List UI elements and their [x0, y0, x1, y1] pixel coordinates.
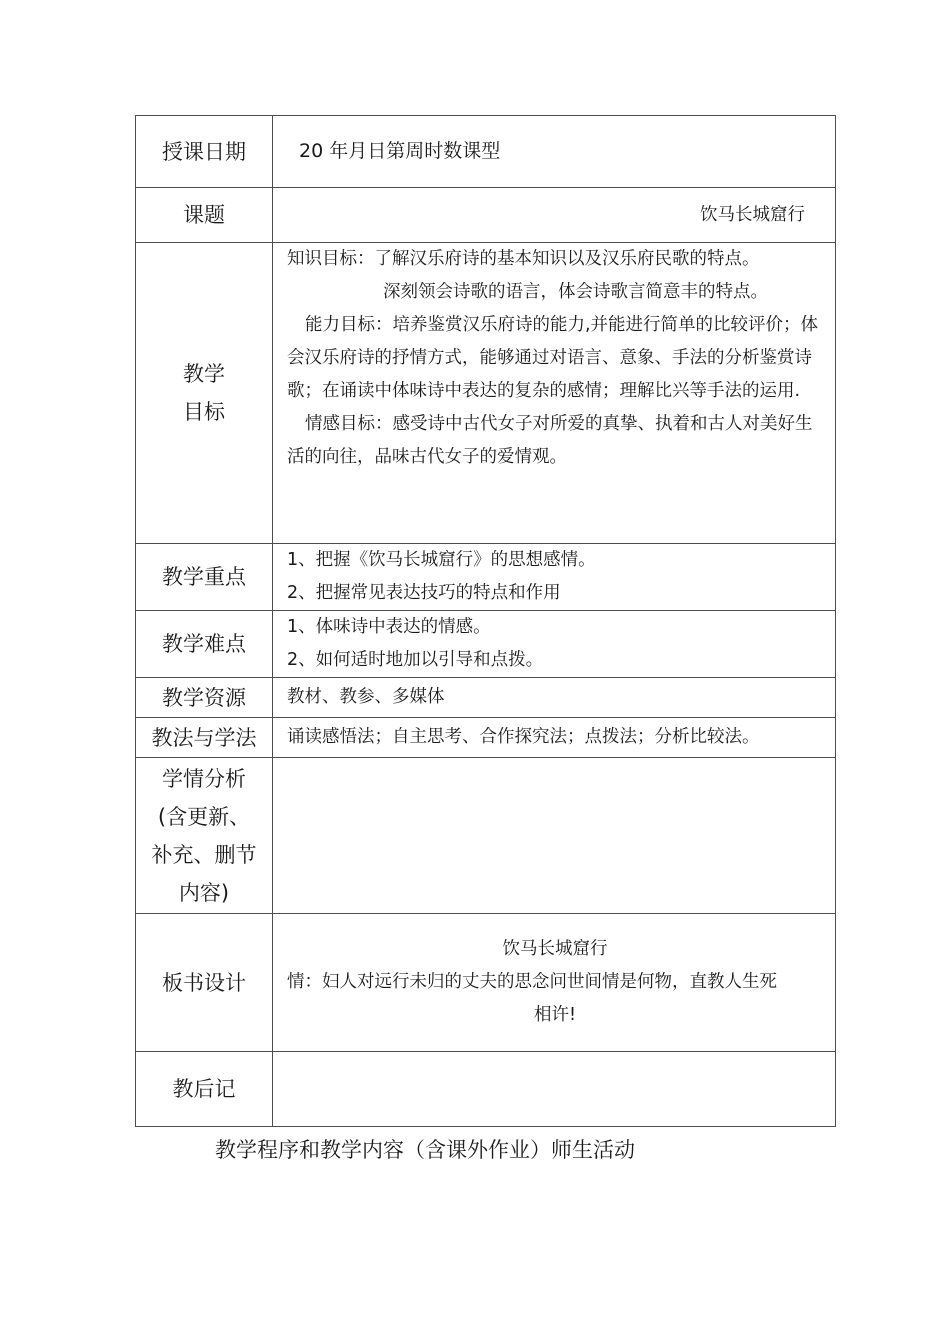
label-objectives-line1: 教学 [183, 362, 225, 386]
label-board: 板书设计 [136, 914, 273, 1052]
label-resources: 教学资源 [136, 678, 273, 718]
label-objectives [136, 243, 273, 544]
value-methods [273, 718, 836, 758]
value-date [273, 116, 836, 188]
objective-knowledge: 知识目标：了解汉乐府诗的基本知识以及汉乐府民歌的特点。 [287, 249, 760, 269]
label-topic: 课题 [136, 188, 273, 243]
label-analysis [136, 758, 273, 914]
footer-caption: 教学程序和教学内容（含课外作业）师生活动 [215, 1138, 635, 1162]
value-difficulties [273, 611, 836, 678]
value-resources [273, 678, 836, 718]
value-objectives [273, 243, 836, 544]
value-board [273, 914, 836, 1052]
objective-emotion: 情感目标：感受诗中古代女子对所爱的真挚、执着和古人对美好生活的向往，品味古代女子的爱情观。 [287, 414, 813, 467]
resources-text: 教材、教参、多媒体 [287, 687, 445, 707]
lesson-plan-table [135, 115, 836, 1127]
key-point-1: 1、把握《饮马长城窟行》的思想感情。 [287, 550, 596, 570]
value-key-points [273, 544, 836, 611]
board-line-2: 相许! [533, 1005, 576, 1025]
row-analysis [136, 758, 836, 914]
board-title: 饮马长城窟行 [502, 939, 608, 959]
label-analysis-line2: (含更新、 [157, 804, 251, 829]
board-line-1: 情：妇人对远行未归的丈夫的思念问世间情是何物，直教人生死 [287, 972, 777, 992]
topic-text: 饮马长城窟行 [700, 204, 805, 225]
key-point-2: 2、把握常见表达技巧的特点和作用 [287, 583, 561, 603]
label-reflection: 教后记 [136, 1052, 273, 1127]
row-difficulties [136, 611, 836, 678]
label-objectives-line2: 目标 [183, 400, 225, 424]
objective-knowledge-2: 深刻领会诗歌的语言，体会诗歌言简意丰的特点。 [383, 282, 768, 302]
row-topic [136, 188, 836, 243]
label-analysis-line4: 内容) [178, 880, 230, 905]
date-text: 20 年月日第周时数课型 [299, 140, 501, 162]
label-key-points: 教学重点 [136, 544, 273, 611]
row-reflection [136, 1052, 836, 1127]
value-topic [273, 188, 836, 243]
row-methods [136, 718, 836, 758]
row-key-points [136, 544, 836, 611]
value-reflection [273, 1052, 836, 1127]
row-resources [136, 678, 836, 718]
row-board [136, 914, 836, 1052]
label-analysis-line3: 补充、删节 [151, 842, 257, 867]
value-analysis [273, 758, 836, 914]
row-date [136, 116, 836, 188]
methods-text: 诵读感悟法；自主思考、合作探究法；点拨法；分析比较法。 [287, 727, 760, 747]
label-difficulties: 教学难点 [136, 611, 273, 678]
difficulty-1: 1、体味诗中表达的情感。 [287, 617, 491, 637]
difficulty-2: 2、如何适时地加以引导和点拨。 [287, 650, 544, 670]
row-objectives [136, 243, 836, 544]
label-methods: 教法与学法 [136, 718, 273, 758]
label-analysis-line1: 学情分析 [162, 766, 246, 791]
objective-ability: 能力目标：培养鉴赏汉乐府诗的能力,并能进行简单的比较评价；体会汉乐府诗的抒情方式，能够通过对语言、意象、手法的分析鉴赏诗歌；在诵读中体味诗中表达的复杂的感情；理解比兴等手法的运用. [287, 315, 819, 401]
label-date: 授课日期 [136, 116, 273, 188]
